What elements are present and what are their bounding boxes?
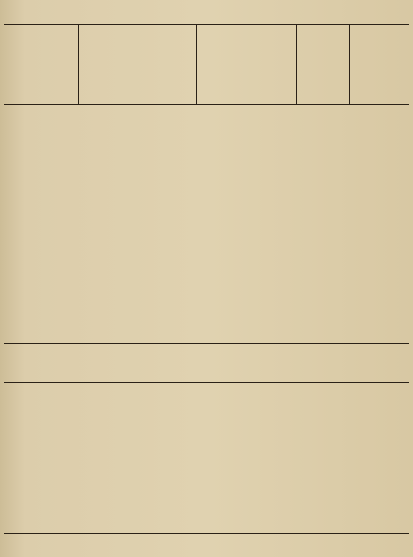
table-bottom-rule: [4, 533, 409, 534]
table-header-rule: [4, 382, 409, 383]
top-table-divider: [349, 24, 350, 104]
top-table-divider: [196, 24, 197, 104]
table-top-rule: [4, 343, 409, 344]
top-table-divider: [78, 24, 79, 104]
top-table-bottom-rule: [4, 104, 409, 105]
header-latitudine: [286, 349, 330, 355]
header-longitudine: [234, 349, 284, 355]
top-table-divider: [296, 24, 297, 104]
